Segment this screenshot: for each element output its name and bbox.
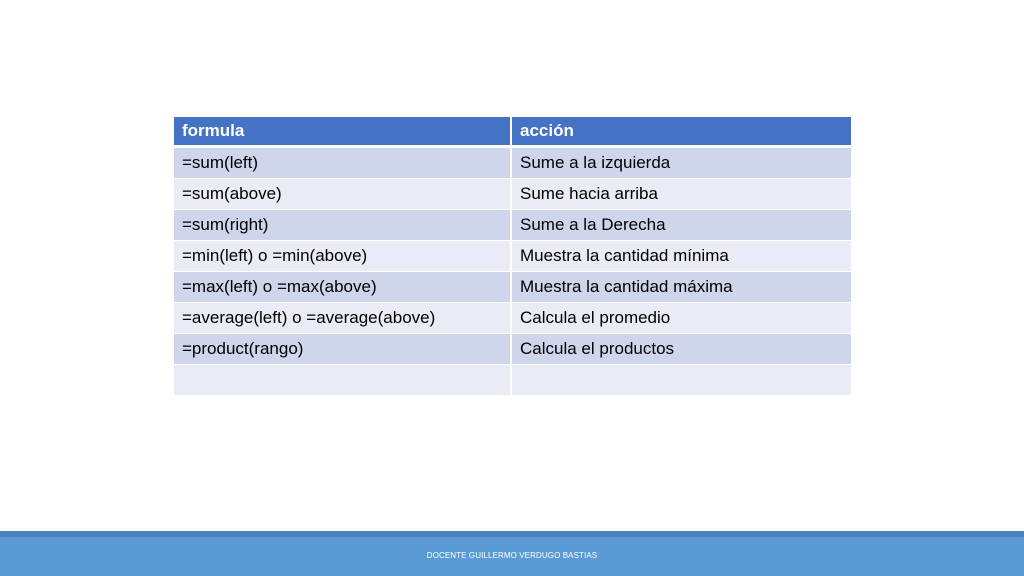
footer-text: DOCENTE GUILLERMO VERDUGO BASTIAS [426,551,598,560]
cell-formula: =sum(above) [174,179,512,210]
table-row [174,210,851,241]
table-row [174,241,851,272]
cell-formula: =sum(left) [174,148,512,179]
cell-accion [512,365,851,396]
cell-accion: Calcula el productos [512,334,851,365]
cell-accion: Muestra la cantidad máxima [512,272,851,303]
cell-formula [174,365,512,396]
cell-accion: Sume hacia arriba [512,179,851,210]
table-header-row [174,117,851,148]
table-row [174,148,851,179]
cell-accion: Muestra la cantidad mínima [512,241,851,272]
cell-formula: =product(rango) [174,334,512,365]
header-formula: formula [174,117,512,148]
table-row [174,303,851,334]
table-row [174,272,851,303]
cell-formula: =max(left) o =max(above) [174,272,512,303]
cell-formula: =sum(right) [174,210,512,241]
table-row [174,334,851,365]
header-accion: acción [512,117,851,148]
cell-formula: =min(left) o =min(above) [174,241,512,272]
cell-accion: Sume a la Derecha [512,210,851,241]
table-row [174,179,851,210]
cell-formula: =average(left) o =average(above) [174,303,512,334]
table-row-empty [174,365,851,396]
formula-table [174,117,851,396]
cell-accion: Calcula el promedio [512,303,851,334]
cell-accion: Sume a la izquierda [512,148,851,179]
